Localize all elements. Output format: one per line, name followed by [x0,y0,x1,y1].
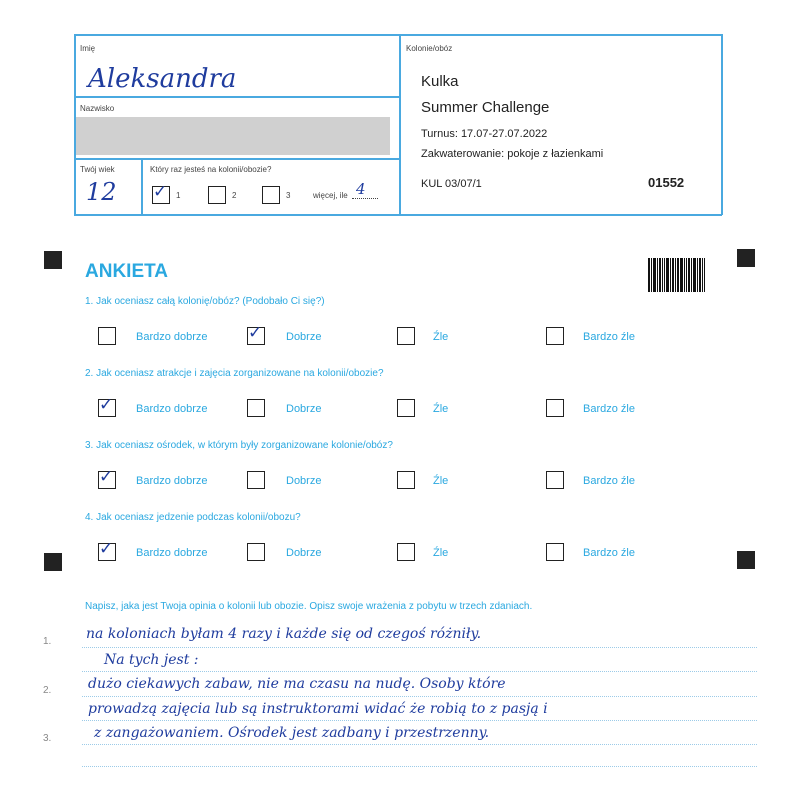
redacted-last-name [76,117,390,155]
times-more-line [352,198,378,199]
times-checkbox-2[interactable] [208,186,226,204]
q3-option-label: Dobrze [286,475,322,487]
q1-option-zle-checkbox[interactable] [397,327,415,345]
turnus-text: Turnus: 17.07-27.07.2022 [421,128,548,140]
answer-line [82,744,757,745]
age-value[interactable]: 12 [86,178,117,206]
last-name-label: Nazwisko [80,104,115,113]
answer-line [82,696,757,697]
answer-line [82,647,757,648]
q2-option-label: Bardzo dobrze [136,403,208,415]
answer-text-line[interactable]: Na tych jest : [104,652,199,668]
accommodation-text: Zakwaterowanie: pokoje z łazienkami [421,148,604,160]
answer-line [82,720,757,721]
opinion-prompt: Napisz, jaka jest Twoja opinia o kolonii lub obozie. Opisz swoje wrażenia z pobytu w trzech zdaniach. [85,601,533,612]
line-number-3: 3. [43,733,52,744]
survey-title: ANKIETA [85,261,169,282]
q1-option-bardzo-dobrze-checkbox[interactable] [98,327,116,345]
q4-option-bardzo-zle-checkbox[interactable] [546,543,564,561]
q2-option-dobrze-checkbox[interactable] [247,399,265,417]
q4-option-label: Dobrze [286,547,322,559]
q3-option-label: Bardzo źle [583,475,635,487]
times-option-2: 2 [232,191,237,200]
q2-option-label: Źle [433,403,449,415]
q4-option-label: Bardzo dobrze [136,547,208,559]
answer-text-line[interactable]: prowadzą zajęcia lub są instruktorami widać że robią to z pasją i [88,701,548,717]
q3-option-zle-checkbox[interactable] [397,471,415,489]
q2-option-zle-checkbox[interactable] [397,399,415,417]
answer-text-line[interactable]: na koloniach byłam 4 razy i każde się od czegoś różniły. [86,626,482,642]
form-number: 01552 [648,175,685,190]
check-mark-icon: ✓ [99,467,114,487]
registration-marker [737,249,755,267]
q3-option-bardzo-zle-checkbox[interactable] [546,471,564,489]
q4-option-dobrze-checkbox[interactable] [247,543,265,561]
age-label: Twój wiek [80,165,115,174]
check-mark-icon: ✓ [99,539,114,559]
times-option-3: 3 [286,191,291,200]
camp-label: Kolonie/obóz [406,44,453,53]
times-more-label: więcej, ile [313,191,348,200]
q2-option-bardzo-zle-checkbox[interactable] [546,399,564,417]
q4-option-zle-checkbox[interactable] [397,543,415,561]
registration-marker [737,551,755,569]
times-option-1: 1 [176,191,181,200]
camp-code: KUL 03/07/1 [421,178,482,190]
barcode [648,258,710,292]
first-name-value[interactable]: Aleksandra [88,64,237,94]
q1-option-label: Bardzo dobrze [136,331,208,343]
question-1-text: 1. Jak oceniasz całą kolonię/obóz? (Podobało Ci się?) [85,296,325,307]
registration-marker [44,251,62,269]
times-label: Który raz jesteś na kolonii/obozie? [150,165,272,174]
question-2-text: 2. Jak oceniasz atrakcje i zajęcia zorganizowane na kolonii/obozie? [85,368,384,379]
answer-text-line[interactable]: z zangażowaniem. Ośrodek jest zadbany i przestrzenny. [94,725,490,741]
q2-option-label: Dobrze [286,403,322,415]
line-number-1: 1. [43,636,52,647]
question-3-text: 3. Jak oceniasz ośrodek, w którym były zorganizowane kolonie/obóz? [85,440,393,451]
registration-marker [44,553,62,571]
q1-option-label: Źle [433,331,449,343]
q4-option-label: Bardzo źle [583,547,635,559]
first-name-label: Imię [80,44,96,53]
q3-option-label: Bardzo dobrze [136,475,208,487]
answer-text-line[interactable]: dużo ciekawych zabaw, nie ma czasu na nudę. Osoby które [88,676,506,692]
check-mark-icon: ✓ [99,395,114,415]
answer-line [82,766,757,767]
question-4-text: 4. Jak oceniasz jedzenie podczas kolonii/obozu? [85,512,301,523]
q1-option-label: Dobrze [286,331,322,343]
camp-name-line2: Summer Challenge [421,99,550,116]
line-number-2: 2. [43,685,52,696]
q4-option-label: Źle [433,547,449,559]
answer-line [82,671,757,672]
times-checkbox-3[interactable] [262,186,280,204]
times-more-value[interactable]: 4 [356,180,366,198]
q3-option-dobrze-checkbox[interactable] [247,471,265,489]
check-mark-icon: ✓ [248,323,263,343]
q3-option-label: Źle [433,475,449,487]
q1-option-bardzo-zle-checkbox[interactable] [546,327,564,345]
q1-option-label: Bardzo źle [583,331,635,343]
check-mark-icon: ✓ [153,182,168,202]
q2-option-label: Bardzo źle [583,403,635,415]
camp-name-line1: Kulka [421,73,459,90]
